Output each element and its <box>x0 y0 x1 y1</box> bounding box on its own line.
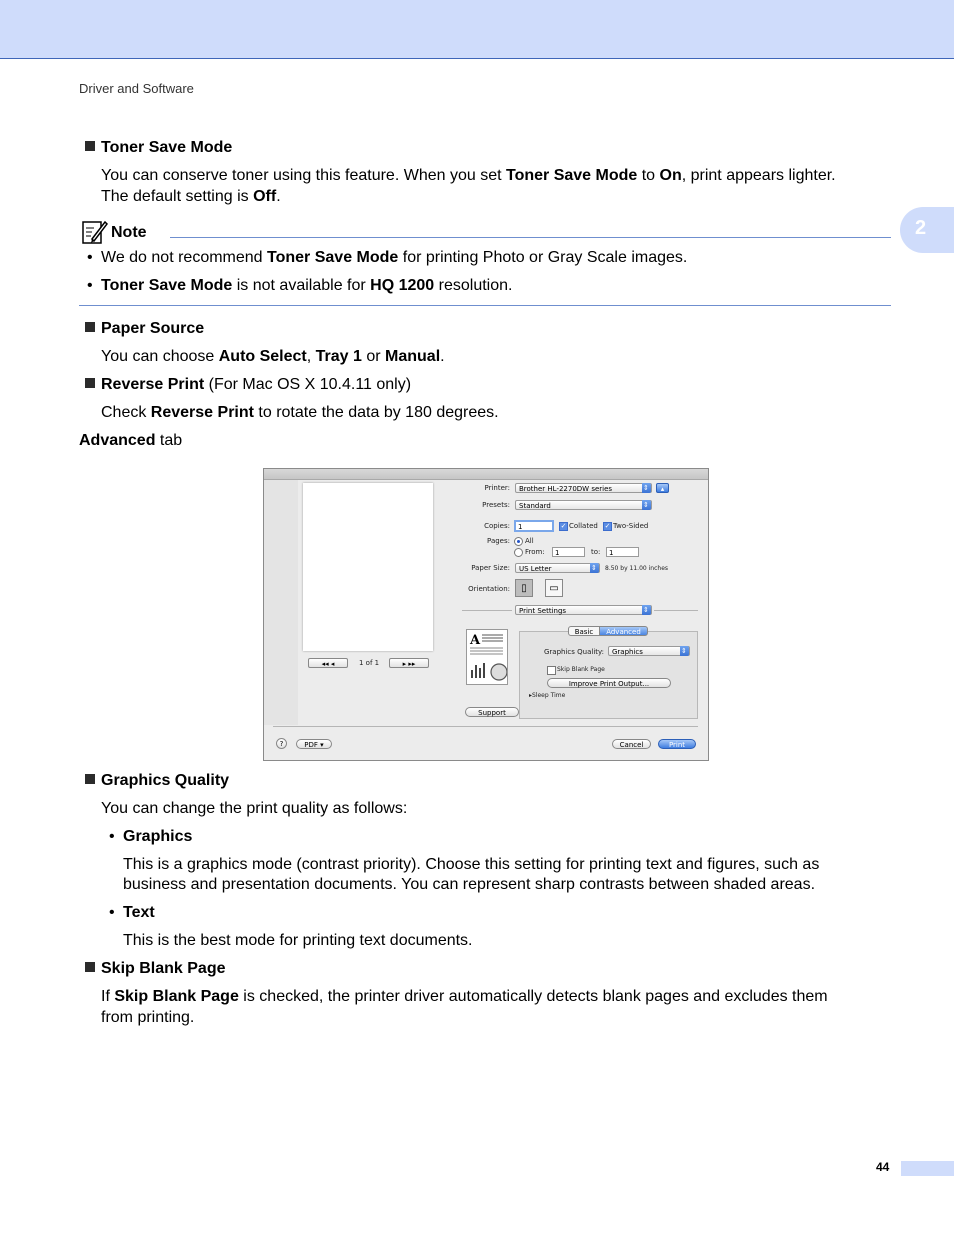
pdf-button[interactable]: PDF ▾ <box>296 739 332 749</box>
popup-arrow-icon <box>642 605 651 615</box>
graphics-quality-intro: You can change the print quality as follows: <box>101 800 408 817</box>
pages-from-radio[interactable] <box>514 548 523 557</box>
collated-checkbox[interactable]: ✓ <box>560 522 567 530</box>
section-skip-blank-page <box>85 958 226 979</box>
section-graphics-quality <box>85 770 229 791</box>
to-label: to: <box>591 548 601 556</box>
print-dialog-screenshot <box>263 468 709 761</box>
paper-size-dims: 8.50 by 11.00 inches <box>605 565 669 572</box>
section-title: Paper Source <box>101 320 205 337</box>
square-bullet-icon <box>85 774 95 784</box>
note-bottom-rule <box>79 305 891 306</box>
paper-size-value: US Letter <box>519 565 552 573</box>
separator-left <box>462 610 512 611</box>
skip-blank-paragraph-line1: If Skip Blank Page is checked, the printer driver automatically detects blank pages and excludes them <box>101 988 828 1005</box>
settings-panel <box>519 631 698 719</box>
bullet-dot: • <box>109 828 115 845</box>
presets-label: Presets: <box>482 501 510 509</box>
pages-all-radio[interactable] <box>514 537 523 546</box>
printer-popup[interactable] <box>515 483 652 493</box>
section-popup[interactable] <box>515 605 652 615</box>
graphics-sample-icon <box>467 630 507 684</box>
two-sided-checkbox[interactable]: ✓ <box>604 522 611 530</box>
portrait-orientation-button[interactable] <box>515 579 533 597</box>
dialog-left-strip <box>264 480 298 725</box>
option-graphics-desc-line1: This is a graphics mode (contrast priority). Choose this setting for printing text and figures, such as <box>123 856 820 873</box>
cancel-button[interactable]: Cancel <box>612 739 651 749</box>
paper-size-popup[interactable] <box>515 563 600 573</box>
graphics-sample-thumbnail <box>466 629 508 685</box>
graphics-quality-popup[interactable] <box>608 646 690 656</box>
option-text-title: Text <box>123 904 155 921</box>
reverse-print-paragraph: Check Reverse Print to rotate the data by 180 degrees. <box>101 404 499 421</box>
square-bullet-icon <box>85 378 95 388</box>
orientation-label: Orientation: <box>468 585 510 593</box>
running-header: Driver and Software <box>79 81 194 96</box>
skip-blank-page-checkbox[interactable] <box>547 666 556 675</box>
chapter-number: 2 <box>915 217 927 239</box>
collated-label: Collated <box>569 522 598 530</box>
printer-value: Brother HL-2270DW series <box>519 485 613 493</box>
section-title: Toner Save Mode <box>101 139 233 156</box>
chapter-tab <box>900 207 954 253</box>
two-sided-label: Two-Sided <box>613 522 649 530</box>
section-reverse-print <box>85 374 411 395</box>
bullet-dot: • <box>87 249 93 266</box>
advanced-tab-heading: Advanced tab <box>79 432 183 449</box>
print-button[interactable]: Print <box>658 739 696 749</box>
section-title: Graphics Quality <box>101 772 230 789</box>
page-indicator: 1 of 1 <box>359 659 380 667</box>
from-label: From: <box>525 548 545 556</box>
paper-source-paragraph: You can choose Auto Select, Tray 1 or Manual. <box>101 348 445 365</box>
landscape-icon: ▭ <box>549 583 559 594</box>
footer-separator <box>273 726 698 727</box>
square-bullet-icon <box>85 962 95 972</box>
portrait-icon: ▯ <box>521 583 527 594</box>
page-number: 44 <box>876 1160 890 1174</box>
copies-label: Copies: <box>484 522 510 530</box>
svg-text:A: A <box>470 633 481 648</box>
printer-label: Printer: <box>484 484 510 492</box>
section-popup-value: Print Settings <box>519 607 567 615</box>
sleep-time-label: Sleep Time <box>532 692 566 699</box>
copies-input[interactable]: 1 <box>514 520 554 532</box>
presets-value: Standard <box>519 502 551 510</box>
pages-all-label: All <box>525 537 534 545</box>
sleep-time-disclosure[interactable] <box>529 692 565 699</box>
preview-next-buttons[interactable]: ▸ ▸▸ <box>389 658 429 668</box>
footer-band <box>901 1161 954 1176</box>
separator-right <box>654 610 698 611</box>
presets-popup[interactable] <box>515 500 652 510</box>
improve-print-output-button[interactable]: Improve Print Output... <box>547 678 671 688</box>
note-item-1: We do not recommend Toner Save Mode for printing Photo or Gray Scale images. <box>101 249 688 266</box>
note-top-rule <box>170 237 891 238</box>
tab-basic[interactable]: Basic <box>568 626 600 636</box>
popup-arrow-icon <box>590 563 599 573</box>
landscape-orientation-button[interactable] <box>545 579 563 597</box>
square-bullet-icon <box>85 322 95 332</box>
section-toner-save-mode <box>85 137 232 158</box>
paper-size-label: Paper Size: <box>471 564 510 572</box>
pages-label: Pages: <box>487 537 510 545</box>
note-title: Note <box>111 224 147 241</box>
dialog-titlebar <box>264 469 708 480</box>
support-button[interactable]: Support <box>465 707 519 717</box>
section-title-suffix: (For Mac OS X 10.4.11 only) <box>204 376 412 393</box>
bullet-dot: • <box>109 904 115 921</box>
note-pencil-icon <box>80 219 108 245</box>
from-input[interactable]: 1 <box>552 547 585 557</box>
option-graphics-desc-line2: business and presentation documents. You can represent sharp contrasts between shaded areas. <box>123 876 816 893</box>
option-graphics-title: Graphics <box>123 828 193 845</box>
skip-blank-paragraph-line2: from printing. <box>101 1009 195 1026</box>
page-preview <box>303 483 433 651</box>
note-item-2: Toner Save Mode is not available for HQ 1200 resolution. <box>101 277 513 294</box>
to-input[interactable]: 1 <box>606 547 639 557</box>
graphics-quality-label: Graphics Quality: <box>544 648 604 656</box>
popup-arrow-icon <box>642 500 651 510</box>
bullet-dot: • <box>87 277 93 294</box>
toner-paragraph-line1: You can conserve toner using this feature. When you set Toner Save Mode to On, print appears lighter. <box>101 167 836 184</box>
section-paper-source <box>85 318 204 339</box>
top-band <box>0 0 954 59</box>
toner-paragraph-line2: The default setting is Off. <box>101 188 281 205</box>
graphics-quality-value: Graphics <box>612 648 643 656</box>
printer-expand-button[interactable]: ▴ <box>656 483 669 493</box>
preview-prev-buttons[interactable]: ◂◂ ◂ <box>308 658 348 668</box>
popup-arrow-icon <box>680 646 689 656</box>
popup-arrow-icon <box>642 483 651 493</box>
disclosure-triangle-icon: ▸ <box>529 692 533 699</box>
section-title: Skip Blank Page <box>101 960 226 977</box>
square-bullet-icon <box>85 141 95 151</box>
tab-advanced[interactable]: Advanced <box>599 626 648 636</box>
skip-blank-page-label: Skip Blank Page <box>557 666 605 673</box>
section-title: Reverse Print <box>101 376 205 393</box>
help-button[interactable]: ? <box>276 738 287 749</box>
option-text-desc: This is the best mode for printing text documents. <box>123 932 473 949</box>
